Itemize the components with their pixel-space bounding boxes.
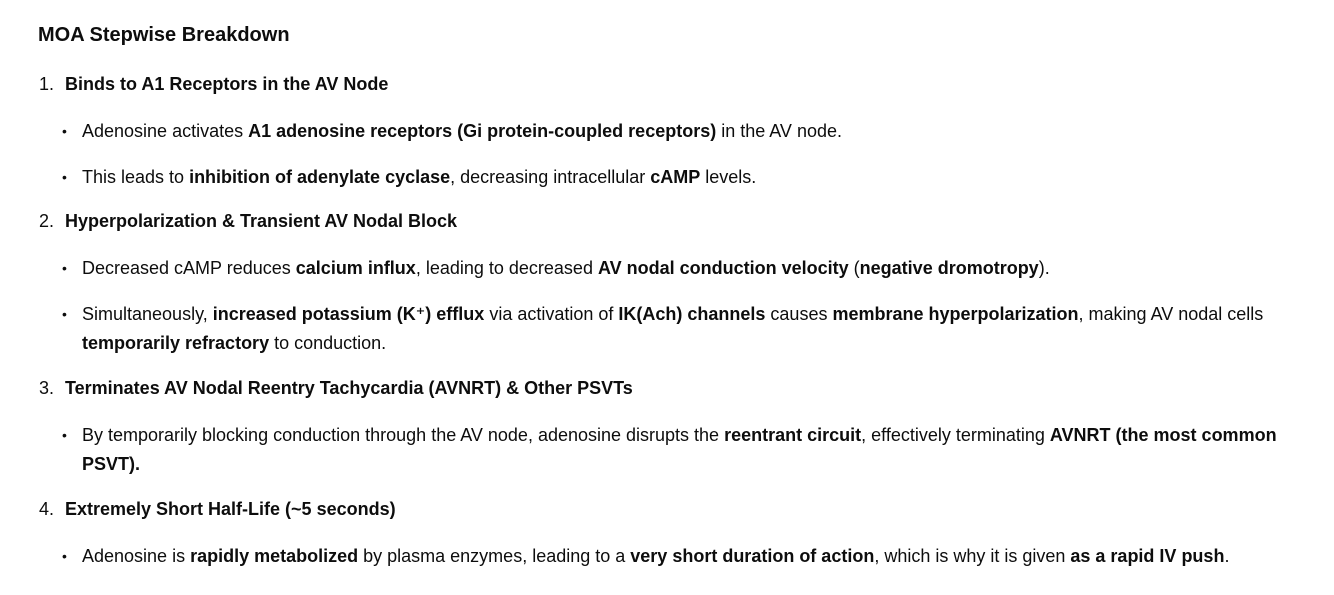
bold-text: membrane hyperpolarization bbox=[832, 303, 1079, 324]
step-item bbox=[38, 496, 1296, 572]
plain-text: Simultaneously, bbox=[82, 303, 213, 324]
bold-text: reentrant circuit bbox=[724, 424, 862, 445]
page-title: MOA Stepwise Breakdown bbox=[38, 24, 290, 46]
step-number: 3. bbox=[39, 377, 55, 398]
bullet-item bbox=[38, 421, 1292, 480]
step-title bbox=[38, 208, 1296, 234]
step-item bbox=[38, 208, 1296, 359]
step-number: 2. bbox=[39, 211, 55, 231]
bold-text: A1 adenosine receptors (Gi protein-coupled receptors) bbox=[248, 121, 717, 141]
step-number: 4. bbox=[39, 498, 55, 519]
bullet-text bbox=[82, 546, 1229, 566]
bullet-item bbox=[38, 300, 1292, 359]
plain-text: in the AV node. bbox=[716, 121, 842, 141]
bold-text: AVNRT (the most common PSVT). bbox=[82, 424, 1277, 474]
bold-text: cAMP bbox=[650, 166, 701, 187]
bullet-dot-icon: • bbox=[62, 426, 67, 443]
plain-text: to conduction. bbox=[269, 333, 387, 353]
bold-text: as a rapid IV push bbox=[1070, 545, 1225, 566]
bullet-dot-icon: • bbox=[62, 260, 67, 276]
step-title bbox=[38, 71, 1296, 97]
bold-text: temporarily refractory bbox=[82, 333, 270, 353]
bullet-item bbox=[38, 542, 1292, 572]
bullet-item bbox=[38, 163, 1292, 193]
step-title bbox=[38, 496, 1296, 522]
step-item bbox=[38, 375, 1296, 480]
plain-text: , leading to decreased bbox=[415, 258, 598, 278]
bullet-text bbox=[82, 304, 1263, 354]
step-title bbox=[38, 375, 1296, 401]
step-title-label: Hyperpolarization & Transient AV Nodal Block bbox=[65, 211, 458, 231]
step-item bbox=[38, 71, 1296, 192]
step-title-label: Terminates AV Nodal Reentry Tachycardia (AVNRT) & Other PSVTs bbox=[65, 377, 633, 398]
plain-text: Adenosine activates bbox=[82, 121, 249, 141]
bullet-text bbox=[82, 167, 756, 187]
bullet-item bbox=[38, 117, 1292, 147]
steps-list bbox=[38, 71, 1296, 571]
bold-text: increased potassium (K⁺) efflux bbox=[212, 303, 485, 324]
plain-text: , decreasing intracellular bbox=[450, 166, 651, 187]
plain-text: By temporarily blocking conduction through the AV node, adenosine disrupts the bbox=[82, 424, 725, 445]
plain-text: ( bbox=[848, 258, 860, 278]
bullet-text bbox=[82, 258, 1050, 278]
plain-text: Adenosine is bbox=[82, 545, 191, 566]
bold-text: very short duration of action bbox=[630, 545, 875, 566]
bullet-dot-icon: • bbox=[62, 547, 67, 564]
plain-text: Decreased cAMP reduces bbox=[82, 258, 296, 278]
plain-text: , making AV nodal cells bbox=[1078, 303, 1264, 324]
plain-text: ). bbox=[1038, 258, 1050, 278]
bold-text: rapidly metabolized bbox=[190, 545, 359, 566]
plain-text: , effectively terminating bbox=[861, 424, 1050, 445]
plain-text: . bbox=[1224, 545, 1230, 566]
plain-text: causes bbox=[765, 303, 833, 324]
bold-text: AV nodal conduction velocity bbox=[597, 258, 849, 278]
plain-text: by plasma enzymes, leading to a bbox=[358, 545, 631, 566]
bullet-text bbox=[82, 425, 1277, 475]
bold-text: IK(Ach) channels bbox=[618, 303, 766, 324]
plain-text: levels. bbox=[700, 166, 757, 187]
step-number: 1. bbox=[39, 74, 55, 94]
bullet-dot-icon: • bbox=[62, 168, 67, 185]
bullet-dot-icon: • bbox=[62, 123, 67, 139]
plain-text: , which is why it is given bbox=[874, 545, 1071, 566]
step-title-label: Extremely Short Half-Life (~5 seconds) bbox=[65, 498, 396, 519]
bold-text: calcium influx bbox=[295, 258, 416, 278]
bold-text: inhibition of adenylate cyclase bbox=[189, 166, 451, 187]
bullet-dot-icon: • bbox=[62, 305, 67, 322]
step-title-label: Binds to A1 Receptors in the AV Node bbox=[65, 74, 389, 94]
bullet-text bbox=[82, 121, 842, 141]
plain-text: This leads to bbox=[82, 166, 190, 187]
bold-text: negative dromotropy bbox=[859, 258, 1039, 278]
plain-text: via activation of bbox=[484, 303, 619, 324]
bullet-item bbox=[38, 254, 1292, 284]
